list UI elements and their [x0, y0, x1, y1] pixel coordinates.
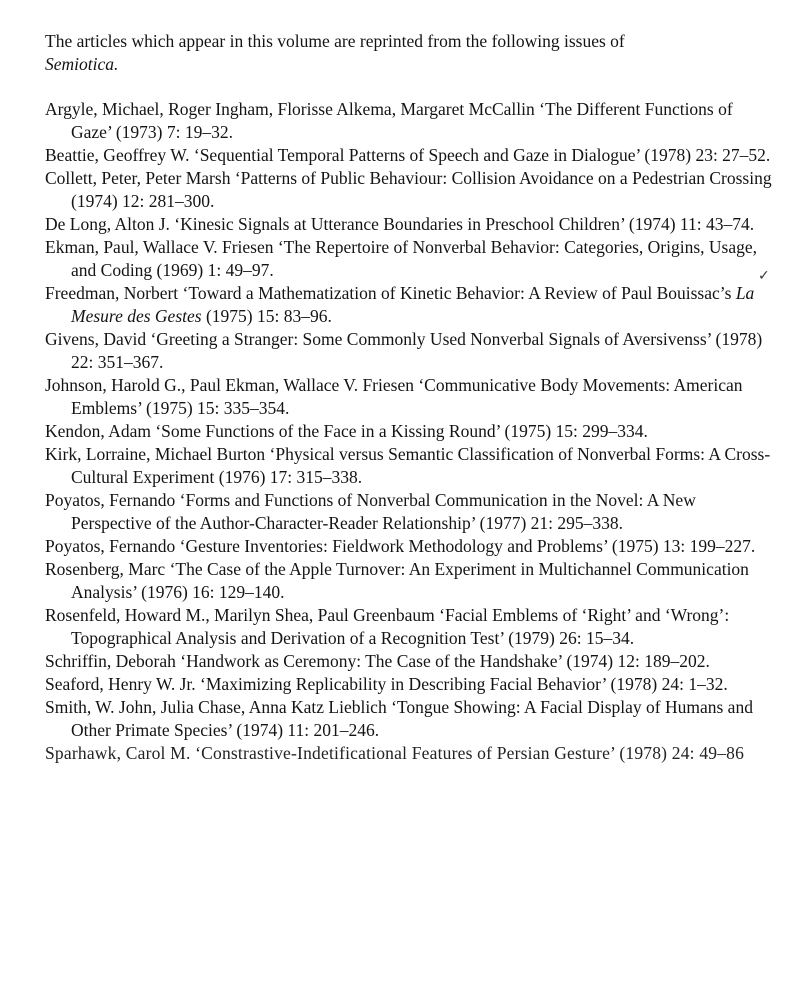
margin-check-mark: ✓: [758, 268, 770, 284]
reference-book-title: La Mesure des Gestes: [71, 283, 755, 326]
reference-text: Beattie, Geoffrey W. ‘Sequential Temporal Patterns of Speech and Gaze in Dialogue’ (1978) 23: 27–52.: [45, 145, 771, 165]
reference-text: Freedman, Norbert ‘Toward a Mathematization of Kinetic Behavior: A Review of Paul Bouissac’s: [45, 283, 736, 303]
reference-item: [45, 374, 775, 420]
intro-text: The articles which appear in this volume are reprinted from the following issues of: [45, 31, 625, 51]
reference-item: [45, 673, 775, 696]
reference-item: [45, 213, 775, 236]
reference-item: [45, 650, 775, 673]
reference-list: [45, 98, 775, 765]
reference-text: Poyatos, Fernando ‘Forms and Functions of Nonverbal Communication in the Novel: A New Perspective of the Author-Character-Reader Relationship’ (1977) 21: 295–338.: [45, 490, 696, 533]
reference-text: Smith, W. John, Julia Chase, Anna Katz Lieblich ‘Tongue Showing: A Facial Display of Humans and Other Primate Species’ (1974) 11: 201–246.: [45, 697, 753, 740]
reference-text: Collett, Peter, Peter Marsh ‘Patterns of Public Behaviour: Collision Avoidance on a Pedestrian Crossing (1974) 12: 281–300.: [45, 168, 772, 211]
reference-item: [45, 98, 775, 144]
reference-text: Seaford, Henry W. Jr. ‘Maximizing Replicability in Describing Facial Behavior’ (1978) 24: 1–32.: [45, 674, 728, 694]
journal-name: Semiotica.: [45, 54, 119, 74]
reference-text: Rosenberg, Marc ‘The Case of the Apple Turnover: An Experiment in Multichannel Communication Analysis’ (1976) 16: 129–140.: [45, 559, 749, 602]
page-content: [45, 30, 775, 765]
reference-item: [45, 420, 775, 443]
reference-text: Sparhawk, Carol M. ‘Constrastive-Indetificational Features of Persian Gesture’ (1978) 24: 49–86: [45, 743, 745, 763]
reference-text: Schriffin, Deborah ‘Handwork as Ceremony: The Case of the Handshake’ (1974) 12: 189–202.: [45, 651, 710, 671]
reference-item: [45, 236, 775, 282]
reference-text: Kirk, Lorraine, Michael Burton ‘Physical versus Semantic Classification of Nonverbal Forms: A Cross-Cultural Experiment (1976) 17: 315–338.: [45, 444, 771, 487]
reference-item: [45, 443, 775, 489]
reference-text-tail: (1975) 15: 83–96.: [201, 306, 332, 326]
reference-item: [45, 328, 775, 374]
reference-item: [45, 282, 775, 328]
reference-text: Givens, David ‘Greeting a Stranger: Some Commonly Used Nonverbal Signals of Aversivenss’ (1978) 22: 351–367.: [45, 329, 763, 372]
reference-item: [45, 604, 775, 650]
reference-item: [45, 696, 775, 742]
reference-item: [45, 558, 775, 604]
reference-item: [45, 535, 775, 558]
reference-item: [45, 489, 775, 535]
reference-text: Argyle, Michael, Roger Ingham, Florisse Alkema, Margaret McCallin ‘The Different Functions of Gaze’ (1973) 7: 19–32.: [45, 99, 733, 142]
reference-text: Johnson, Harold G., Paul Ekman, Wallace V. Friesen ‘Communicative Body Movements: American Emblems’ (1975) 15: 335–354.: [45, 375, 743, 418]
reference-text: Rosenfeld, Howard M., Marilyn Shea, Paul Greenbaum ‘Facial Emblems of ‘Right’ and ‘Wrong’: Topographical Analysis and Derivation of a Recognition Test’ (1979) 26: 15–34.: [45, 605, 730, 648]
reference-text: Poyatos, Fernando ‘Gesture Inventories: Fieldwork Methodology and Problems’ (1975) 13: 199–227.: [45, 536, 756, 556]
reference-item: [45, 742, 775, 765]
intro-paragraph: [45, 30, 775, 76]
reference-text: Kendon, Adam ‘Some Functions of the Face in a Kissing Round’ (1975) 15: 299–334.: [45, 421, 648, 441]
reference-item: [45, 167, 775, 213]
reference-item: [45, 144, 775, 167]
reference-text: De Long, Alton J. ‘Kinesic Signals at Utterance Boundaries in Preschool Children’ (1974) 11: 43–74.: [45, 214, 755, 234]
reference-text: Ekman, Paul, Wallace V. Friesen ‘The Repertoire of Nonverbal Behavior: Categories, Origins, Usage, and Coding (1969) 1: 49–97.: [45, 237, 758, 280]
